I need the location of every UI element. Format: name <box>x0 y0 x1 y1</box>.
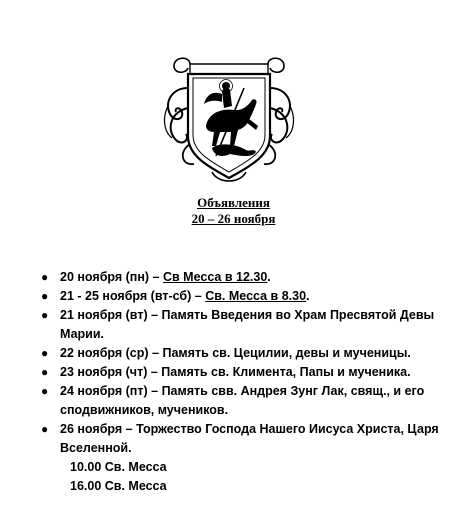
page-subtitle: 20 – 26 ноября <box>191 211 276 226</box>
item-separator: – <box>122 422 137 436</box>
item-separator: – <box>147 384 162 398</box>
list-item <box>0 287 467 306</box>
item-text: Память Введения во Храм Пресвятой Девы Марии. <box>60 308 435 341</box>
item-separator: – <box>147 308 162 322</box>
item-date: 22 ноября (ср) <box>60 346 149 360</box>
bullet-icon: ● <box>41 270 49 284</box>
item-text: Память св. Цецилии, девы и мученицы. <box>162 346 411 360</box>
item-text: Память св. Климента, Папы и мученика. <box>161 365 411 379</box>
item-separator: – <box>149 270 163 284</box>
item-date: 23 ноября (чт) <box>60 365 148 379</box>
bullet-icon: ● <box>41 384 49 398</box>
item-date: 21 - 25 ноября (вт-сб) <box>60 289 192 303</box>
mass-time-line: 10.00 Св. Месса <box>70 460 167 474</box>
item-separator: – <box>147 365 162 379</box>
list-item <box>0 420 467 458</box>
mass-time-line: 16.00 Св. Месса <box>70 479 167 493</box>
item-text: Св. Месса в 8.30 <box>205 289 307 303</box>
announcement-list <box>0 268 467 496</box>
item-separator: – <box>148 346 163 360</box>
item-text: Св Месса в 12.30 <box>162 270 268 284</box>
coat-of-arms-icon <box>160 48 298 188</box>
item-date: 20 ноября (пн) <box>60 270 150 284</box>
item-date: 24 ноября (пт) <box>60 384 148 398</box>
item-tail: . <box>267 270 271 284</box>
item-tail: . <box>306 289 310 303</box>
list-item <box>0 344 467 363</box>
list-item <box>0 268 467 287</box>
list-item <box>0 306 467 344</box>
item-date: 26 ноября <box>60 422 123 436</box>
bullet-icon: ● <box>41 422 49 436</box>
item-text: Торжество Господа Нашего Иисуса Христа, Царя Вселенной. <box>60 422 439 455</box>
bullet-icon: ● <box>41 289 49 303</box>
bullet-icon: ● <box>41 346 49 360</box>
item-separator: – <box>191 289 206 303</box>
bullet-icon: ● <box>41 365 49 379</box>
list-item <box>0 363 467 382</box>
page-title: Объявления <box>197 195 270 210</box>
item-text: Память свв. Андрея Зунг Лак, свящ., и его сподвижников, мучеников. <box>60 384 425 417</box>
bullet-icon: ● <box>41 308 49 322</box>
list-item <box>0 382 467 420</box>
item-date: 21 ноября (вт) <box>60 308 148 322</box>
